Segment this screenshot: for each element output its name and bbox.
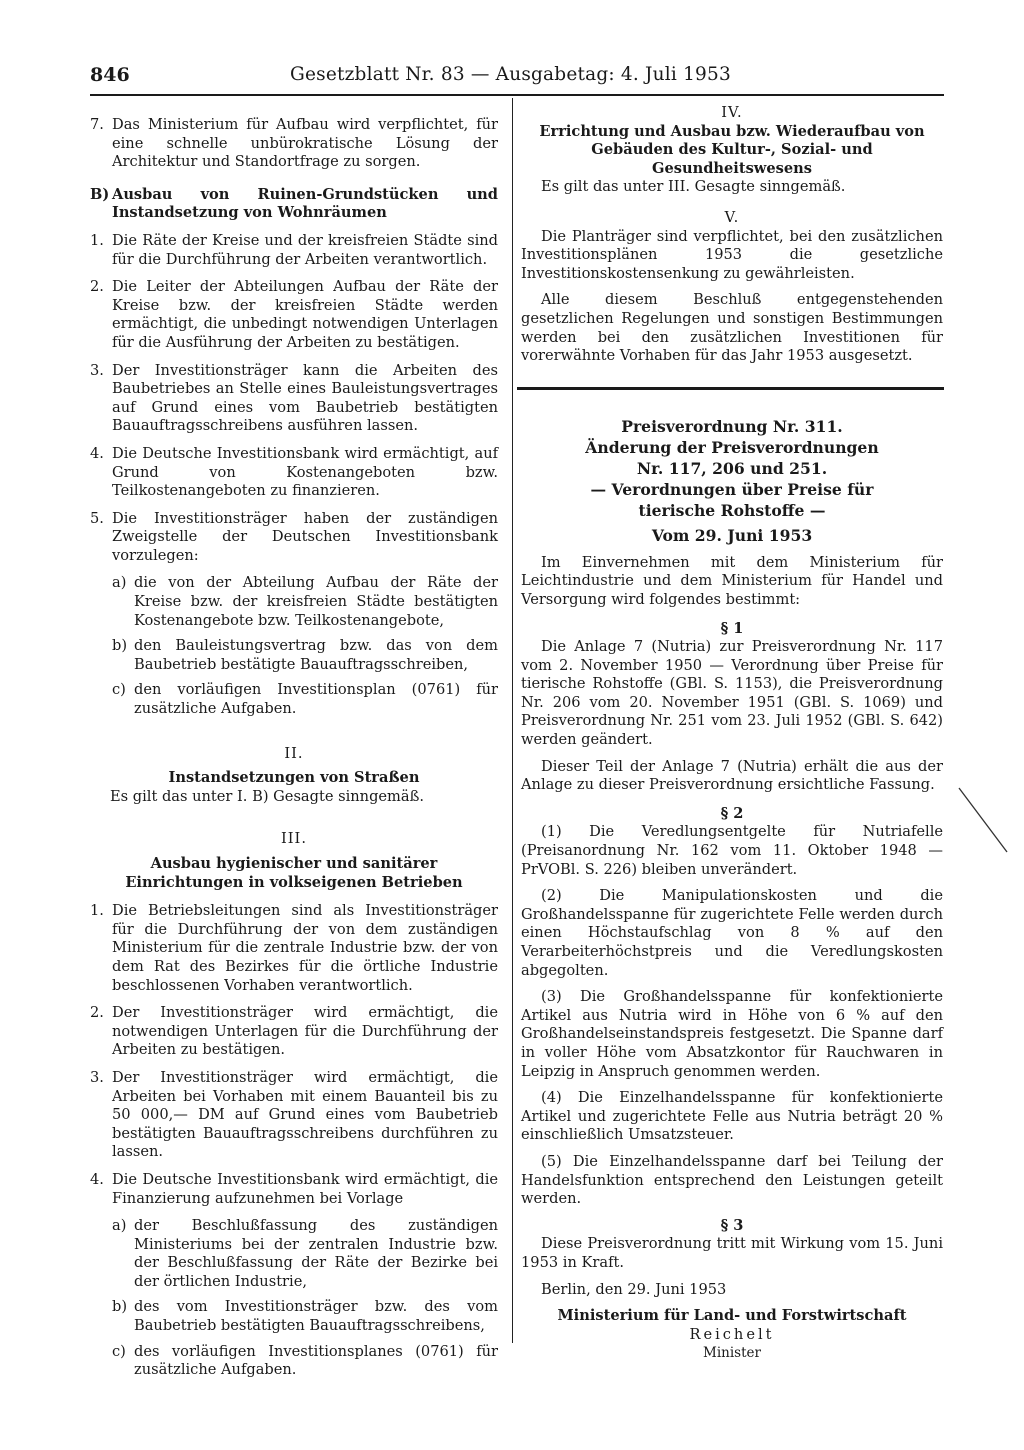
- decree-text: (1) Die Veredlungsentgelte für Nutriafelle (Preisanordnung Nr. 162 vom 11. Oktober 1948 — PrVOBl. S. 226) bleiben unverändert.: [521, 823, 943, 878]
- list-item: [90, 1069, 498, 1162]
- sub-item: [112, 1298, 498, 1335]
- item-number: 1.: [90, 231, 104, 249]
- header-rule: [90, 94, 944, 96]
- section-text: Es gilt das unter I. B) Gesagte sinngemäß.: [110, 787, 424, 805]
- sub-item-letter: c): [112, 1342, 126, 1360]
- sub-item-letter: b): [112, 637, 128, 655]
- running-header: Gesetzblatt Nr. 83 — Ausgabetag: 4. Juli 1953: [290, 64, 731, 85]
- paragraph-sign: § 1: [720, 619, 744, 637]
- section-text: Es gilt das unter III. Gesagte sinngemäß.: [541, 178, 846, 196]
- sub-item: [112, 637, 498, 674]
- item-number: 2.: [90, 1004, 104, 1022]
- section-b-heading: [90, 186, 498, 223]
- list-item: [90, 902, 498, 995]
- decree-text: (4) Die Einzelhandelsspanne für konfektionierte Artikel und zugerichtete Felle aus Nutria beträgt 20 % einschließlich Umsatzsteuer.: [521, 1089, 943, 1144]
- list-item: [90, 1171, 498, 1208]
- section-text: Alle diesem Beschluß entgegenstehenden gesetzlichen Regelungen und sonstigen Bestimmungen werden bei den zusätzlichen Investitionen für vorerwähnte Vorhaben für das Jahr 1953 ausgesetzt.: [521, 291, 943, 365]
- item-number: 2.: [90, 278, 104, 296]
- item-text: Die Deutsche Investitionsbank wird ermächtigt, auf Grund von Kostenangeboten bzw. Teilkostenangeboten zu finanzieren.: [112, 444, 498, 500]
- item-text: Die Leiter der Abteilungen Aufbau der Räte der Kreise bzw. der kreisfreien Städte werden ermächtigt, die unbedingt notwendigen Unterlagen für die Ausführung der Arbeiten zu bestätigen.: [112, 278, 498, 351]
- list-item: [90, 232, 498, 269]
- decree-subtitle: Änderung der Preisverordnungen Nr. 117, 206 und 251.: [585, 437, 879, 478]
- list-item: [90, 278, 498, 352]
- decree-title: Preisverordnung Nr. 311.: [621, 416, 843, 436]
- right-column: [521, 104, 943, 1363]
- item-text: Die Investitionsträger haben der zuständigen Zweigstelle der Deutschen Investitionsbank vorzulegen:: [112, 509, 498, 564]
- item-number: 1.: [90, 902, 104, 920]
- item-text: Die Deutsche Investitionsbank wird ermächtigt, die Finanzierung aufzunehmen bei Vorlage: [112, 1170, 498, 1207]
- item-text: Der Investitionsträger wird ermächtigt, die notwendigen Unterlagen für die Durchführung der Arbeiten zu bestätigen.: [112, 1004, 498, 1059]
- sub-item-text: die von der Abteilung Aufbau der Räte der Kreise bzw. der kreisfreien Städte bestätigten Kostenangebote bzw. Teilkostenangebote,: [134, 574, 498, 629]
- section-numeral: II.: [284, 744, 304, 762]
- sub-item-letter: a): [112, 1217, 127, 1235]
- sub-item-text: der Beschlußfassung des zuständigen Ministeriums bei der zentralen Industrie bzw. der Beschlußfassung der Räte der Bezirke bei der örtlichen Industrie,: [134, 1217, 498, 1290]
- section-title: Instandsetzungen von Straßen: [168, 769, 420, 787]
- decree-date: Vom 29. Juni 1953: [651, 525, 813, 545]
- decree-text: Diese Preisverordnung tritt mit Wirkung vom 15. Juni 1953 in Kraft.: [521, 1235, 943, 1271]
- sub-item-letter: a): [112, 574, 127, 592]
- list-item: [90, 445, 498, 501]
- signer-name: Reichelt: [689, 1325, 775, 1343]
- section-numeral: V.: [724, 208, 740, 226]
- decree-text: (5) Die Einzelhandelsspanne darf bei Teilung der Handelsfunktion entsprechend den Leistungen geteilt werden.: [521, 1152, 943, 1208]
- paragraph-sign: § 3: [720, 1216, 744, 1234]
- paragraph-sign: § 2: [720, 804, 744, 822]
- sub-item: [112, 1343, 498, 1380]
- decree-subtitle: — Verordnungen über Preise für tierische Rohstoffe —: [590, 479, 874, 520]
- pen-mark: [957, 786, 1011, 856]
- item-text: Die Betriebsleitungen sind als Investitionsträger für die Durchführung der von dem zuständigen Ministerium für die zentrale Industrie bzw. der von dem Rat des Bezirkes für die örtliche Industrie beschlossenen Vorhaben verantwortlich.: [112, 902, 498, 994]
- item-number: 4.: [90, 1170, 104, 1188]
- column-divider: [512, 98, 513, 1343]
- item-text: Der Investitionsträger wird ermächtigt, die Arbeiten bei Vorhaben mit einem Bauanteil bis zu 50 000,— DM auf Grund eines vom Baubetrieb bestätigten Bauauftragsschreibens durchführen zu lassen.: [112, 1068, 498, 1161]
- section-title: Ausbau von Ruinen-Grundstücken und Instandsetzung von Wohnräumen: [112, 185, 498, 222]
- list-item: [90, 510, 498, 566]
- sub-item-letter: b): [112, 1298, 128, 1316]
- item-number: 3.: [90, 1068, 104, 1086]
- item-text: Die Räte der Kreise und der kreisfreien Städte sind für die Durchführung der Arbeiten verantwortlich.: [112, 231, 498, 268]
- left-column: [90, 116, 498, 1387]
- section-title: Ausbau hygienischer und sanitärer Einrichtungen in volkseigenen Betrieben: [125, 855, 463, 891]
- sub-item: [112, 1217, 498, 1291]
- section-title: Errichtung und Ausbau bzw. Wiederaufbau von Gebäuden des Kultur-, Sozial- und Gesundheitswesens: [539, 122, 925, 177]
- sub-item-text: den vorläufigen Investitionsplan (0761) für zusätzliche Aufgaben.: [134, 681, 498, 718]
- section-numeral: III.: [281, 830, 307, 848]
- section-numeral: IV.: [721, 104, 743, 121]
- section-text: Die Planträger sind verpflichtet, bei den zusätzlichen Investitionsplänen 1953 die gesetzliche Investitionskostensenkung zu gewährleisten.: [521, 227, 943, 282]
- decree-text: (2) Die Manipulationskosten und die Großhandelsspanne für zugerichtete Felle werden durch einen Höchstaufschlag von 8 % auf den Verarbeiterhöchstpreis und die Veredlungskosten abgegolten.: [521, 887, 943, 979]
- item-text: Das Ministerium für Aufbau wird verpflichtet, für eine schnelle unbürokratische Lösung der Architektur und Standortfrage zu sorgen.: [112, 116, 498, 171]
- item-number: 5.: [90, 509, 104, 527]
- item-number: 3.: [90, 361, 104, 379]
- list-item: [90, 362, 498, 436]
- sub-item-letter: c): [112, 681, 126, 699]
- issuing-ministry: Ministerium für Land- und Forstwirtschaft: [557, 1307, 907, 1325]
- decree-text: Die Anlage 7 (Nutria) zur Preisverordnung Nr. 117 vom 2. November 1950 — Verordnung über Preise für tierische Rohstoffe (GBl. S. 1153), die Preisverordnung Nr. 206 vom 20. November 1951 (GBl. S. 1069) und Preisverordnung Nr. 251 vom 23. Juli 1952 (GBl. S. 642) werden geändert.: [521, 638, 943, 749]
- signer-title: Minister: [703, 1345, 761, 1362]
- page-number: 846: [90, 64, 130, 86]
- sub-item: [112, 681, 498, 718]
- sub-item-text: des vorläufigen Investitionsplanes (0761) für zusätzliche Aufgaben.: [134, 1342, 498, 1379]
- place-date: Berlin, den 29. Juni 1953: [541, 1280, 727, 1298]
- sub-item: [112, 574, 498, 630]
- section-label: B): [90, 185, 110, 203]
- decree-text: (3) Die Großhandelsspanne für konfektionierte Artikel aus Nutria wird in Höhe von 6 % auf den Großhandelseinstandspreis festgesetzt. Die Spanne darf in voller Höhe vom Absatzkontor für Rauchwaren in Leipzig in Anspruch genommen werden.: [521, 988, 943, 1080]
- sub-item-text: des vom Investitionsträger bzw. des vom Baubetrieb bestätigten Bauauftragsschreibens,: [134, 1298, 498, 1335]
- item-text: Der Investitionsträger kann die Arbeiten des Baubetriebes an Stelle eines Bauleistungsvertrages auf Grund eines vom Baubetrieb bestätigten Bauauftragsschreibens ausführen lassen.: [112, 361, 498, 435]
- sub-item-text: den Bauleistungsvertrag bzw. das von dem Baubetrieb bestätigte Bauauftragsschreiben,: [134, 637, 498, 673]
- item-number: 7.: [90, 116, 104, 133]
- decree-intro: Im Einvernehmen mit dem Ministerium für Leichtindustrie und dem Ministerium für Handel und Versorgung wird folgendes bestimmt:: [521, 553, 943, 608]
- list-item: [90, 116, 498, 172]
- item-number: 4.: [90, 444, 104, 462]
- list-item: [90, 1004, 498, 1060]
- decree-text: Dieser Teil der Anlage 7 (Nutria) erhält die aus der Anlage zu dieser Preisverordnung ersichtliche Fassung.: [521, 757, 943, 794]
